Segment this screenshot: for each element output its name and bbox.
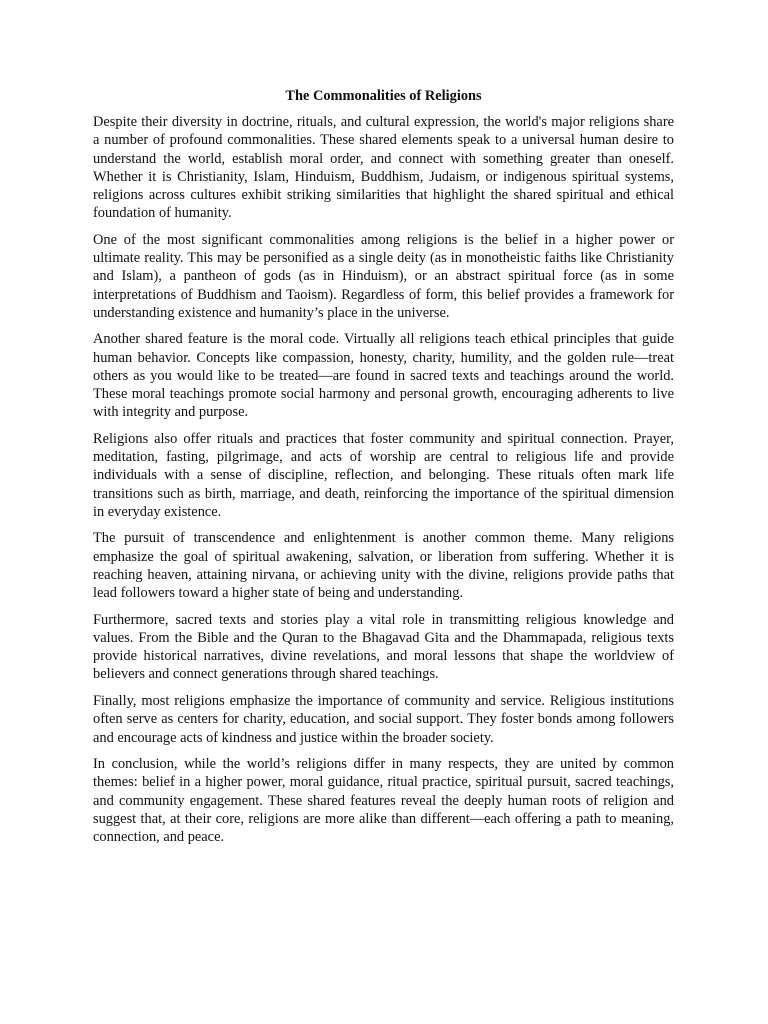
document-page	[93, 87, 674, 855]
paragraph-community: Finally, most religions emphasize the importance of community and service. Religious institutions often serve as centers for charity, education, and social support. They foster bonds among followers and encourage acts of kindness and justice within the broader society.	[93, 693, 674, 746]
document-title: The Commonalities of Religions	[285, 88, 482, 104]
paragraph-sacred-texts: Furthermore, sacred texts and stories play a vital role in transmitting religious knowledge and values. From the Bible and the Quran to the Bhagavad Gita and the Dhammapada, religious texts provide historical narratives, divine revelations, and moral lessons that shape the worldview of believers and connect generations through shared teachings.	[93, 611, 674, 683]
paragraph-higher-power: One of the most significant commonalities among religions is the belief in a higher power or ultimate reality. This may be personified as a single deity (as in monotheistic faiths like Christianity and Islam), a pantheon of gods (as in Hinduism), or an abstract spiritual force (as in some interpretations of Buddhism and Taoism). Regardless of form, this belief provides a framework for understanding existence and humanity’s place in the universe.	[93, 231, 674, 321]
paragraph-intro: Despite their diversity in doctrine, rituals, and cultural expression, the world's major religions share a number of profound commonalities. These shared elements speak to a universal human desire to understand the world, establish moral order, and connect with something greater than oneself. Whether it is Christianity, Islam, Hinduism, Buddhism, Judaism, or indigenous spiritual systems, religions across cultures exhibit striking similarities that highlight the shared spiritual and ethical foundation of humanity.	[93, 114, 674, 222]
paragraph-conclusion: In conclusion, while the world’s religions differ in many respects, they are united by common themes: belief in a higher power, moral guidance, ritual practice, spiritual pursuit, sacred teachings, and community engagement. These shared features reveal the deeply human roots of religion and suggest that, at their core, religions are more alike than different—each offering a path to meaning, connection, and peace.	[93, 756, 674, 846]
paragraph-moral-code: Another shared feature is the moral code. Virtually all religions teach ethical principles that guide human behavior. Concepts like compassion, honesty, charity, humility, and the golden rule—treat others as you would like to be treated—are found in sacred texts and teachings around the world. These moral teachings promote social harmony and personal growth, encouraging adherents to live with integrity and purpose.	[93, 331, 674, 421]
paragraph-rituals: Religions also offer rituals and practices that foster community and spiritual connection. Prayer, meditation, fasting, pilgrimage, and acts of worship are central to religious life and provide individuals with a sense of discipline, reflection, and belonging. These rituals often mark life transitions such as birth, marriage, and death, reinforcing the importance of the spiritual dimension in everyday existence.	[93, 430, 674, 520]
paragraph-transcendence: The pursuit of transcendence and enlightenment is another common theme. Many religions emphasize the goal of spiritual awakening, salvation, or liberation from suffering. Whether it is reaching heaven, attaining nirvana, or achieving unity with the divine, religions provide paths that lead followers toward a higher state of being and understanding.	[93, 530, 674, 602]
